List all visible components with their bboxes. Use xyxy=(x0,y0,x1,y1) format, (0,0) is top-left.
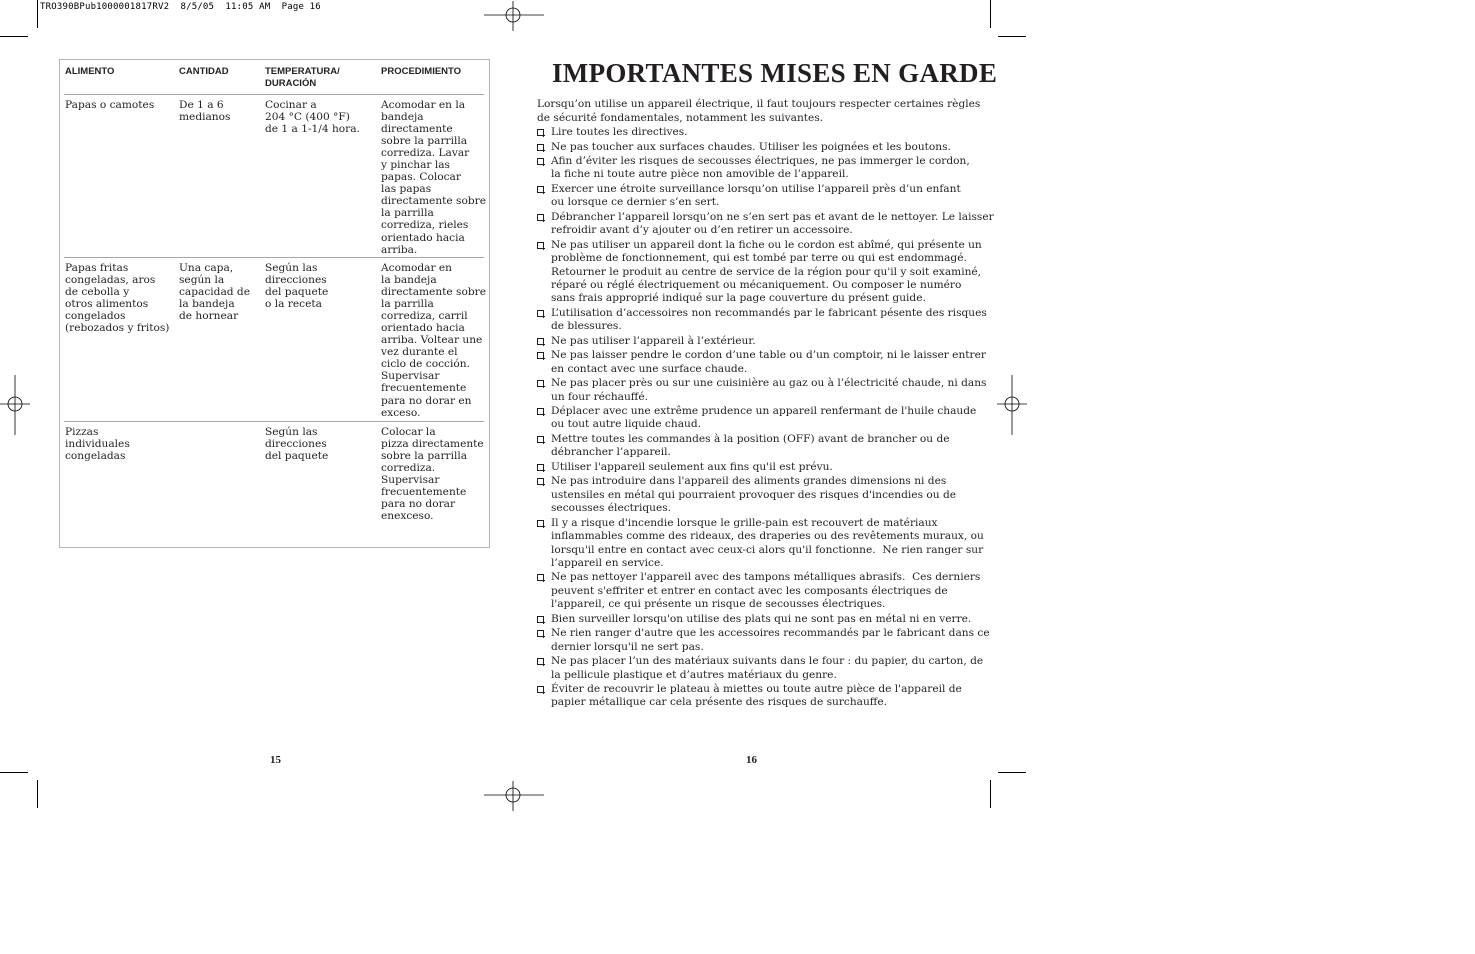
list-item xyxy=(537,211,994,238)
checkbox-bullet-icon xyxy=(537,214,544,221)
table-cell: Acomodar en la bandeja directamente sobre la parrilla corrediza. Lavar y pinchar las papas. Colocar las papas directamente sobre la parrilla corrediza, rieles orientado hacia arriba. xyxy=(381,99,486,256)
list-item-text: Ne rien ranger d'autre que les accessoires recommandés par le fabricant dans ce dernier lorsqu'il ne sert pas. xyxy=(551,627,990,653)
table-cell: Cocinar a 204 °C (400 °F) de 1 a 1-1/4 hora. xyxy=(265,99,360,136)
table-cell: Según las direcciones del paquete o la receta xyxy=(265,262,329,311)
list-item-text: Ne pas placer près ou sur une cuisinière au gaz ou à l’électricité chaude, ni dans un four réchauffé. xyxy=(551,377,987,403)
list-item-text: Lire toutes les directives. xyxy=(551,126,688,138)
list-item-text: Utiliser l'appareil seulement aux fins qu'il est prévu. xyxy=(551,460,833,473)
list-item xyxy=(537,335,994,348)
list-item-text: Ne pas laisser pendre le cordon d’une table ou d’un comptoir, ni le laisser entrer en contact avec une surface chaude. xyxy=(551,349,986,375)
list-item xyxy=(537,613,994,626)
checkbox-bullet-icon xyxy=(537,352,544,359)
list-item xyxy=(537,405,994,432)
checkbox-bullet-icon xyxy=(537,242,544,249)
list-item xyxy=(537,433,994,460)
checkbox-bullet-icon xyxy=(537,186,544,193)
table-cell: Una capa, según la capacidad de la bandeja de hornear xyxy=(179,262,250,323)
table-divider xyxy=(64,94,484,95)
list-item-text: Ne pas placer l’un des matériaux suivants dans le four : du papier, du carton, de la pellicule plastique et d’autres matériaux du genre. xyxy=(551,655,984,681)
page-title: IMPORTANTES MISES EN GARDE xyxy=(552,58,998,88)
list-item xyxy=(537,475,994,515)
list-item xyxy=(537,349,994,376)
checkbox-bullet-icon xyxy=(537,478,544,485)
checkbox-bullet-icon xyxy=(537,520,544,527)
list-item xyxy=(537,377,994,404)
list-item-text: Ne pas utiliser un appareil dont la fiche ou le cordon est abîmé, qui présente un problème de fonctionnement, qui est tombé par terre ou qui est endommagé. Retourner le produit au centre de service de la région pour qu'il y soit examiné, réparé ou réglé électriquement ou mécaniquement. Ou composer le numéro sans frais approprié indiqué sur la page couverture du présent guide. xyxy=(551,238,982,305)
list-item-text: Éviter de recouvrir le plateau à miettes ou toute autre pièce de l'appareil de papier métallique car cela présente des risques de surchauffe. xyxy=(551,683,962,709)
checkbox-bullet-icon xyxy=(537,129,544,136)
list-item-text: Déplacer avec une extrême prudence un appareil renfermant de l'huile chaude ou tout autre liquide chaud. xyxy=(551,405,977,431)
table-cell: Papas fritas congeladas, aros de cebolla y otros alimentos congelados (rebozados y fritos) xyxy=(65,262,170,335)
table-divider xyxy=(64,421,484,422)
table-cell: Colocar la pizza directamente sobre la parrilla corrediza. Supervisar frecuentemente para no dorar enexceso. xyxy=(381,426,484,523)
page-number-left: 15 xyxy=(270,754,281,766)
page-number-right: 16 xyxy=(746,754,757,766)
crop-mark xyxy=(998,772,1026,773)
table-cell: De 1 a 6 medianos xyxy=(179,99,231,124)
crop-mark xyxy=(0,772,28,773)
crop-mark xyxy=(37,780,38,808)
printer-slug: TRO390BPub1000001817RV2 8/5/05 11:05 AM Page 16 xyxy=(40,2,321,12)
table-header-cantidad: CANTIDAD xyxy=(179,66,229,77)
crop-mark xyxy=(990,0,991,28)
list-item-text: Il y a risque d'incendie lorsque le grille-pain est recouvert de matériaux inflammables comme des rideaux, des draperies ou des revêtements muraux, ou lorsqu'il entre en contact avec ceux-ci alors qu'il fonctionne. Ne rien ranger sur l’appareil en service. xyxy=(551,516,984,569)
checkbox-bullet-icon xyxy=(537,686,544,693)
crop-mark xyxy=(998,36,1026,37)
table-divider xyxy=(64,257,484,258)
list-item xyxy=(537,307,994,334)
table-header-alimento: ALIMENTO xyxy=(65,66,115,77)
table-header-procedimiento: PROCEDIMIENTO xyxy=(381,66,462,77)
table-cell: Papas o camotes xyxy=(65,99,155,111)
checkbox-bullet-icon xyxy=(537,630,544,637)
checkbox-bullet-icon xyxy=(537,658,544,665)
registration-mark-icon xyxy=(484,1,544,31)
checkbox-bullet-icon xyxy=(537,616,544,623)
list-item xyxy=(537,683,994,710)
crop-mark xyxy=(0,36,28,37)
warnings-list xyxy=(537,126,994,711)
checkbox-bullet-icon xyxy=(537,158,544,165)
checkbox-bullet-icon xyxy=(537,464,544,471)
list-item-text: Exercer une étroite surveillance lorsqu’on utilise l’appareil près d’un enfant ou lorsque ce dernier s’en sert. xyxy=(551,182,961,209)
list-item xyxy=(537,655,994,682)
list-item xyxy=(537,155,994,182)
crop-mark xyxy=(990,780,991,808)
list-item-text: Ne pas utiliser l’appareil à l’extérieur. xyxy=(551,334,756,347)
intro-paragraph: Lorsqu’on utilise un appareil électrique, il faut toujours respecter certaines règles de sécurité fondamentales, notamment les suivantes. xyxy=(537,98,981,124)
table-cell: Acomodar en la bandeja directamente sobre la parrilla corrediza, carril orientado hacia arriba. Voltear une vez durante el ciclo de cocción. Supervisar frecuentemente para no dorar en exceso. xyxy=(381,262,486,419)
registration-mark-icon xyxy=(997,375,1027,435)
list-item-text: Afin d’éviter les risques de secousses électriques, ne pas immerger le cordon, la fiche ni toute autre pièce non amovible de l’appareil. xyxy=(551,155,970,181)
list-item-text: Ne pas toucher aux surfaces chaudes. Utiliser les poignées et les boutons. xyxy=(551,140,951,153)
checkbox-bullet-icon xyxy=(537,144,544,151)
list-item-text: Débrancher l’appareil lorsqu’on ne s’en sert pas et avant de le nettoyer. Le laisser refroidir avant d’y ajouter ou d’en retirer un accessoire. xyxy=(551,210,994,237)
list-item-text: Ne pas nettoyer l'appareil avec des tampons métalliques abrasifs. Ces derniers peuvent s'effriter et entrer en contact avec les composants électriques de l'appareil, ce qui présente un risque de secousses électriques. xyxy=(551,571,981,611)
table-cell: Pizzas individuales congeladas xyxy=(65,426,130,463)
list-item xyxy=(537,183,994,210)
checkbox-bullet-icon xyxy=(537,338,544,345)
list-item-text: Mettre toutes les commandes à la position (OFF) avant de brancher ou de débrancher l’appareil. xyxy=(551,432,950,459)
registration-mark-icon xyxy=(484,781,544,811)
checkbox-bullet-icon xyxy=(537,408,544,415)
list-item xyxy=(537,571,994,611)
registration-mark-icon xyxy=(0,375,30,435)
checkbox-bullet-icon xyxy=(537,574,544,581)
table-header-temperatura: TEMPERATURA/ DURACIÓN xyxy=(265,66,340,89)
list-item xyxy=(537,517,994,571)
list-item xyxy=(537,126,994,139)
checkbox-bullet-icon xyxy=(537,310,544,317)
checkbox-bullet-icon xyxy=(537,436,544,443)
list-item xyxy=(537,461,994,474)
list-item xyxy=(537,141,994,154)
list-item xyxy=(537,627,994,654)
list-item xyxy=(537,239,994,306)
crop-mark xyxy=(37,0,38,28)
table-cell: Según las direcciones del paquete xyxy=(265,426,329,463)
list-item-text: L’utilisation d’accessoires non recommandés par le fabricant pésente des risques de blessures. xyxy=(551,306,987,333)
checkbox-bullet-icon xyxy=(537,380,544,387)
list-item-text: Ne pas introduire dans l'appareil des aliments grandes dimensions ni des ustensiles en métal qui pourraient provoquer des risques d'incendies ou de secousses électriques. xyxy=(551,475,956,515)
list-item-text: Bien surveiller lorsqu'on utilise des plats qui ne sont pas en métal ni en verre. xyxy=(551,612,972,625)
